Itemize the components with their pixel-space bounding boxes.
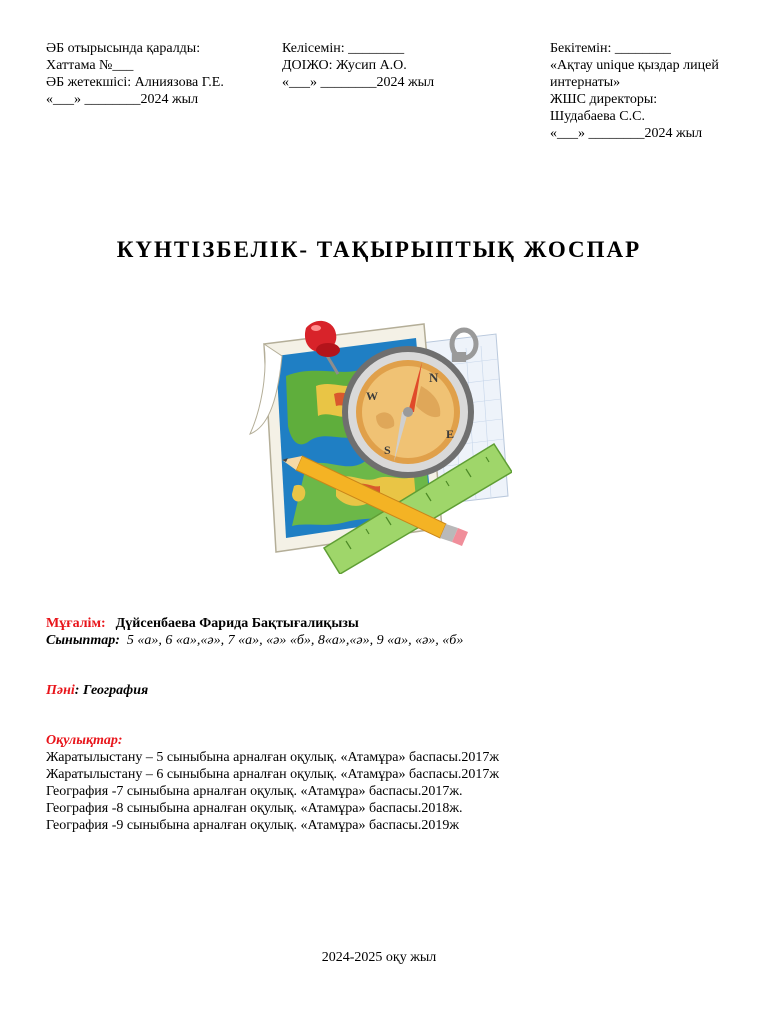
- teacher-label: Мұғалім:: [46, 616, 106, 631]
- header-middle-line: ДОІЖО: Жусип А.О.: [282, 58, 407, 73]
- header-right-line: ЖШС директоры:: [550, 92, 658, 107]
- map-compass-pencil-icon: [246, 316, 512, 574]
- header-middle-line: Келісемін: ________: [282, 41, 405, 56]
- textbook-item: Жаратылыстану – 5 сыныбына арналған оқулық. «Атамұра» баспасы.2017ж: [46, 750, 500, 765]
- header-middle-line: «___» ________2024 жыл: [282, 75, 435, 90]
- textbooks-label: Оқулықтар:: [46, 733, 123, 748]
- classes-label: Сыныптар:: [46, 633, 120, 648]
- subject-value: География: [82, 683, 149, 698]
- header-left-line: Хаттама №___: [46, 58, 134, 73]
- teacher-name: Дүйсенбаева Фарида Бақтығалиқызы: [115, 616, 359, 631]
- header-right-line: «Ақтау unique қыздар лицей: [550, 58, 719, 73]
- classes-row: [46, 632, 463, 649]
- compass-letter-w: W: [366, 389, 378, 403]
- compass-letter-n: N: [429, 370, 439, 385]
- textbook-item: География -7 сыныбына арналған оқулық. «Атамұра» баспасы.2017ж.: [46, 784, 463, 799]
- header-left-line: «___» ________2024 жыл: [46, 92, 199, 107]
- approval-block-agreed: [282, 40, 532, 91]
- academic-year: 2024-2025 оқу жыл: [321, 950, 437, 965]
- header-right-line: интернаты»: [550, 75, 621, 90]
- teacher-row: [46, 615, 359, 632]
- compass-letter-s: S: [384, 443, 391, 457]
- subject-colon: :: [74, 683, 80, 698]
- approval-block-reviewed: [46, 40, 276, 108]
- textbook-item: Жаратылыстану – 6 сыныбына арналған оқулық. «Атамұра» баспасы.2017ж: [46, 767, 500, 782]
- textbook-item: География -9 сыныбына арналған оқулық. «Атамұра» баспасы.2019ж: [46, 818, 460, 833]
- textbooks-list: [46, 732, 499, 834]
- approval-block-approved: [550, 40, 760, 142]
- textbook-item: География -8 сыныбына арналған оқулық. «Атамұра» баспасы.2018ж.: [46, 801, 463, 816]
- page-title: КҮНТІЗБЕЛІК- ТАҚЫРЫПТЫҚ ЖОСПАР: [116, 237, 642, 262]
- header-left-line: ӘБ жетекшісі: Алниязова Г.Е.: [46, 75, 224, 90]
- compass-letter-e: E: [446, 427, 455, 441]
- subject-row: [46, 682, 148, 699]
- subject-label: Пәні: [46, 683, 75, 698]
- header-right-line: Бекітемін: ________: [550, 41, 671, 56]
- header-right-line: Шудабаева С.С.: [550, 109, 645, 124]
- header-right-line: «___» ________2024 жыл: [550, 126, 703, 141]
- classes-value: 5 «а», 6 «а»,«ә», 7 «а», «ә» «б», 8«а»,«ә», 9 «а», «ә», «б»: [126, 633, 464, 648]
- header-left-line: ӘБ отырысында қаралды:: [46, 41, 201, 56]
